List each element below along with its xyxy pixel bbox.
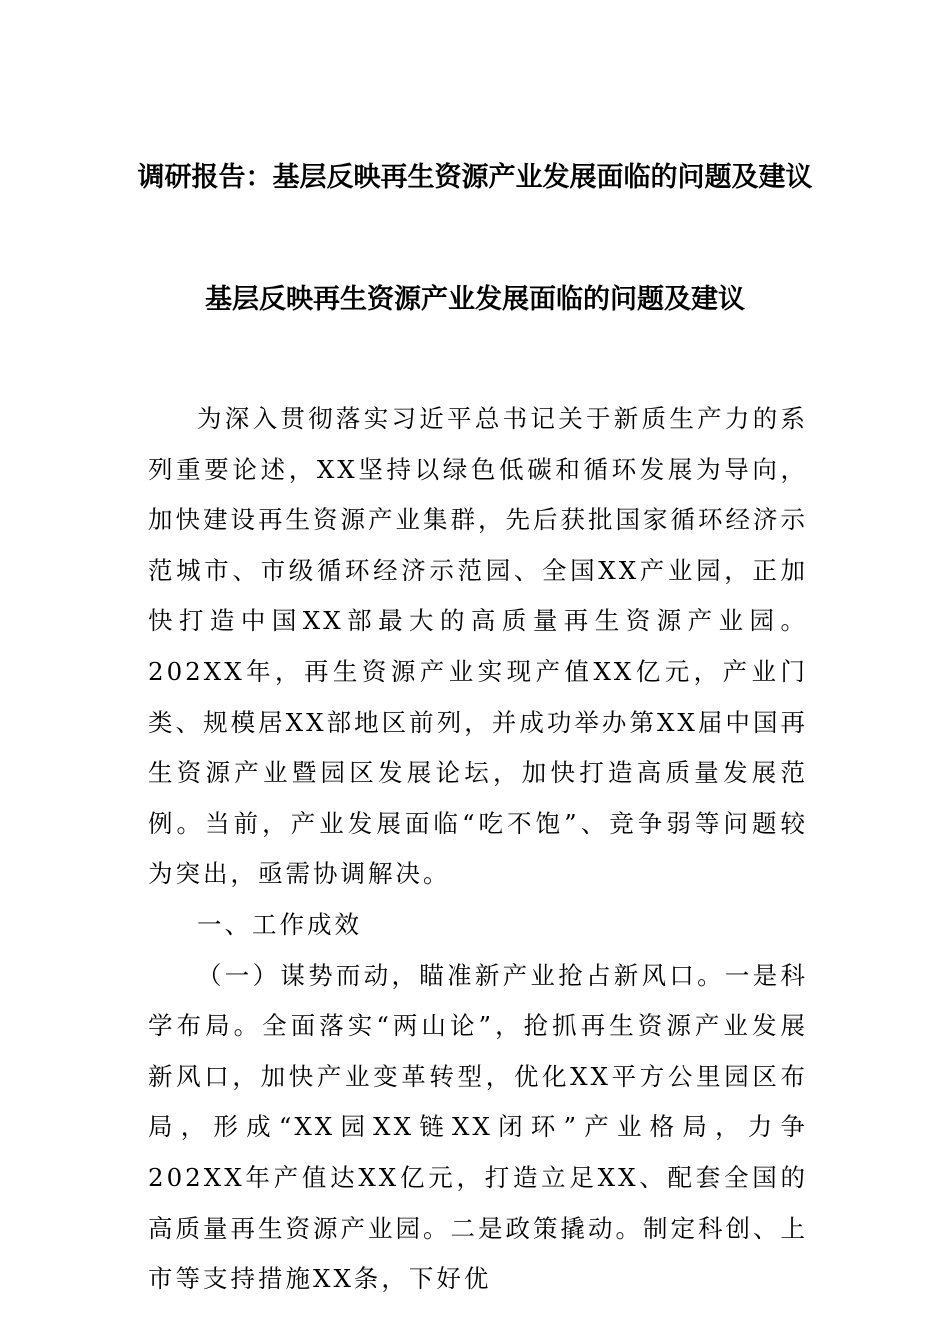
- section-heading-work-results: 一、工作成效: [197, 909, 362, 939]
- document-subtitle: 基层反映再生资源产业发展面临的问题及建议: [205, 284, 745, 315]
- document-body: [148, 394, 808, 1305]
- intro-paragraph: 为深入贯彻落实习近平总书记关于新质生产力的系列重要论述，XX坚持以绿色低碳和循环发展为导向，加快建设再生资源产业集群，先后获批国家循环经济示范城市、市级循环经济示范园、全国XX产业园，正加快打造中国XX部最大的高质量再生资源产业园。202XX年，再生资源产业实现产值XX亿元，产业门类、规模居XX部地区前列，并成功举办第XX届中国再生资源产业暨园区发展论坛，加快打造高质量发展范例。当前，产业发展面临“吃不饱”、竞争弱等问题较为突出，亟需协调解决。: [148, 404, 808, 889]
- subsection-paragraph-1: （一）谋势而动，瞄准新产业抢占新风口。一是科学布局。全面落实“两山论”，抢抓再生资源产业发展新风口，加快产业变革转型，优化XX平方公里园区布局，形成“XX园XX链XX闭环”产业格局，力争202XX年产值达XX亿元，打造立足XX、配套全国的高质量再生资源产业园。二是政策撬动。制定科创、上市等支持措施XX条，下好优: [148, 960, 808, 1294]
- document-title: 调研报告：基层反映再生资源产业发展面临的问题及建议: [137, 162, 813, 193]
